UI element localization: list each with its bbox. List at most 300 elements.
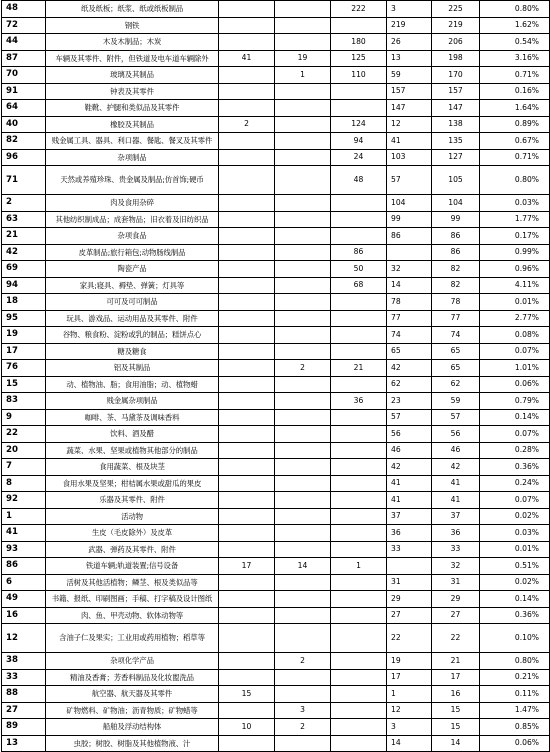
share-percent-cell: 0.36% [480, 459, 550, 476]
product-name-cell: 皮革制品;旅行箱包;动物肠线制品 [46, 244, 219, 261]
table-row [2, 50, 550, 67]
product-name-cell: 饮料、酒及醋 [46, 426, 219, 443]
value-col-4-cell [275, 244, 331, 261]
value-col-5-cell: 36 [331, 393, 387, 410]
table-row [2, 508, 550, 525]
product-name-cell: 其他纺织制成品；成套物品；旧衣着及旧纺织品 [46, 211, 219, 228]
table-row [2, 166, 550, 195]
value-col-4-cell: 2 [275, 653, 331, 670]
value-col-6-cell: 78 [387, 294, 432, 311]
value-col-6-cell: 1 [387, 686, 432, 703]
share-percent-cell: 0.99% [480, 244, 550, 261]
hs-code-cell: 9 [2, 409, 46, 426]
value-col-3-cell [219, 244, 275, 261]
product-name-cell: 书籍、报纸、印刷图画；手稿、打字稿及设计图纸 [46, 591, 219, 608]
hs-code-cell: 42 [2, 244, 46, 261]
value-col-5-cell: 124 [331, 116, 387, 133]
share-percent-cell: 2.77% [480, 310, 550, 327]
value-col-4-cell [275, 624, 331, 653]
value-col-5-cell [331, 735, 387, 752]
value-col-4-cell [275, 541, 331, 558]
hs-code-cell: 13 [2, 735, 46, 752]
value-col-5-cell [331, 211, 387, 228]
product-name-cell: 肉、鱼、甲壳动物、软体动物等 [46, 607, 219, 624]
value-col-4-cell [275, 116, 331, 133]
value-col-5-cell [331, 525, 387, 542]
hs-code-cell: 88 [2, 686, 46, 703]
value-col-3-cell [219, 459, 275, 476]
share-percent-cell: 0.89% [480, 116, 550, 133]
value-col-5-cell [331, 702, 387, 719]
table-row [2, 442, 550, 459]
hs-code-cell: 70 [2, 67, 46, 84]
total-cell: 27 [432, 607, 480, 624]
product-name-cell: 陶瓷产品 [46, 261, 219, 278]
value-col-5-cell [331, 653, 387, 670]
hs-code-cell: 33 [2, 669, 46, 686]
value-col-5-cell: 94 [331, 133, 387, 150]
value-col-6-cell: 57 [387, 409, 432, 426]
value-col-4-cell [275, 735, 331, 752]
value-col-6-cell: 3 [387, 719, 432, 736]
value-col-4-cell [275, 166, 331, 195]
hs-code-cell: 17 [2, 343, 46, 360]
table-row [2, 686, 550, 703]
product-name-cell: 谷物、粮食粉、淀粉或乳的制品；糕饼点心 [46, 327, 219, 344]
value-col-4-cell [275, 574, 331, 591]
value-col-6-cell: 26 [387, 34, 432, 51]
value-col-6-cell: 147 [387, 100, 432, 117]
table-row [2, 459, 550, 476]
value-col-4-cell [275, 149, 331, 166]
hs-code-cell: 72 [2, 17, 46, 34]
table-row [2, 116, 550, 133]
hs-code-cell: 18 [2, 294, 46, 311]
total-cell: 46 [432, 442, 480, 459]
share-percent-cell: 1.01% [480, 360, 550, 377]
total-cell: 32 [432, 558, 480, 575]
value-col-3-cell [219, 166, 275, 195]
total-cell: 219 [432, 17, 480, 34]
total-cell: 104 [432, 195, 480, 212]
value-col-5-cell: 68 [331, 277, 387, 294]
value-col-4-cell [275, 133, 331, 150]
value-col-6-cell: 23 [387, 393, 432, 410]
value-col-3-cell [219, 426, 275, 443]
value-col-5-cell: 86 [331, 244, 387, 261]
total-cell: 157 [432, 83, 480, 100]
total-cell: 86 [432, 228, 480, 245]
value-col-4-cell [275, 211, 331, 228]
value-col-3-cell [219, 100, 275, 117]
total-cell: 57 [432, 409, 480, 426]
table-row [2, 261, 550, 278]
value-col-4-cell [275, 459, 331, 476]
hs-code-cell: 22 [2, 426, 46, 443]
value-col-6-cell [387, 558, 432, 575]
value-col-4-cell [275, 228, 331, 245]
total-cell: 74 [432, 327, 480, 344]
share-percent-cell: 0.80% [480, 1, 550, 18]
value-col-3-cell [219, 475, 275, 492]
share-percent-cell: 0.17% [480, 228, 550, 245]
hs-code-cell: 93 [2, 541, 46, 558]
value-col-3-cell [219, 149, 275, 166]
table-row [2, 541, 550, 558]
value-col-5-cell: 222 [331, 1, 387, 18]
hs-code-cell: 2 [2, 195, 46, 212]
total-cell: 99 [432, 211, 480, 228]
table-row [2, 1, 550, 18]
hs-code-cell: 20 [2, 442, 46, 459]
value-col-3-cell [219, 409, 275, 426]
value-col-5-cell [331, 310, 387, 327]
total-cell: 170 [432, 67, 480, 84]
value-col-4-cell [275, 195, 331, 212]
value-col-6-cell: 29 [387, 591, 432, 608]
value-col-5-cell [331, 409, 387, 426]
value-col-5-cell [331, 17, 387, 34]
value-col-6-cell: 17 [387, 669, 432, 686]
total-cell: 86 [432, 244, 480, 261]
product-name-cell: 杂项食品 [46, 228, 219, 245]
value-col-6-cell: 56 [387, 426, 432, 443]
product-name-cell: 航空器、航天器及其零件 [46, 686, 219, 703]
value-col-4-cell [275, 343, 331, 360]
total-cell: 29 [432, 591, 480, 608]
total-cell: 206 [432, 34, 480, 51]
value-col-6-cell: 19 [387, 653, 432, 670]
value-col-5-cell [331, 442, 387, 459]
product-name-cell: 铝及其制品 [46, 360, 219, 377]
value-col-5-cell [331, 426, 387, 443]
value-col-4-cell [275, 591, 331, 608]
total-cell: 78 [432, 294, 480, 311]
table-row [2, 525, 550, 542]
hs-code-cell: 38 [2, 653, 46, 670]
table-row [2, 624, 550, 653]
product-name-cell: 虫胶；树胶、树脂及其他植物液、汁 [46, 735, 219, 752]
total-cell: 33 [432, 541, 480, 558]
value-col-6-cell: 59 [387, 67, 432, 84]
value-col-3-cell [219, 17, 275, 34]
product-name-cell: 贱金属工具、器具、利口器、餐匙、餐叉及其零件 [46, 133, 219, 150]
product-name-cell: 动、植物油、脂；食用油脂；动、植物蜡 [46, 376, 219, 393]
share-percent-cell: 0.11% [480, 686, 550, 703]
table-row [2, 343, 550, 360]
value-col-3-cell [219, 607, 275, 624]
value-col-6-cell: 37 [387, 508, 432, 525]
value-col-3-cell [219, 195, 275, 212]
product-name-cell: 蔬菜、水果、坚果或植物其他部分的制品 [46, 442, 219, 459]
table-row [2, 492, 550, 509]
value-col-6-cell: 3 [387, 1, 432, 18]
total-cell: 17 [432, 669, 480, 686]
value-col-6-cell: 104 [387, 195, 432, 212]
value-col-5-cell [331, 327, 387, 344]
hs-code-cell: 92 [2, 492, 46, 509]
value-col-6-cell: 27 [387, 607, 432, 624]
value-col-4-cell [275, 508, 331, 525]
value-col-4-cell [275, 669, 331, 686]
value-col-3-cell [219, 442, 275, 459]
hs-code-cell: 89 [2, 719, 46, 736]
share-percent-cell: 0.71% [480, 149, 550, 166]
hs-code-cell: 76 [2, 360, 46, 377]
total-cell: 59 [432, 393, 480, 410]
hs-code-cell: 83 [2, 393, 46, 410]
total-cell: 14 [432, 735, 480, 752]
value-col-5-cell [331, 195, 387, 212]
share-percent-cell: 0.14% [480, 591, 550, 608]
value-col-4-cell [275, 426, 331, 443]
value-col-3-cell [219, 735, 275, 752]
value-col-4-cell: 3 [275, 702, 331, 719]
value-col-5-cell [331, 376, 387, 393]
hs-code-cell: 91 [2, 83, 46, 100]
value-col-4-cell [275, 34, 331, 51]
share-percent-cell: 0.80% [480, 166, 550, 195]
value-col-5-cell [331, 591, 387, 608]
table-body [2, 1, 550, 752]
value-col-5-cell: 50 [331, 261, 387, 278]
value-col-6-cell [387, 244, 432, 261]
value-col-6-cell: 77 [387, 310, 432, 327]
value-col-4-cell [275, 17, 331, 34]
table-row [2, 228, 550, 245]
share-percent-cell: 0.71% [480, 67, 550, 84]
total-cell: 15 [432, 719, 480, 736]
total-cell: 15 [432, 702, 480, 719]
value-col-6-cell: 13 [387, 50, 432, 67]
value-col-6-cell: 103 [387, 149, 432, 166]
value-col-6-cell: 41 [387, 492, 432, 509]
share-percent-cell: 3.16% [480, 50, 550, 67]
value-col-3-cell [219, 376, 275, 393]
value-col-5-cell [331, 508, 387, 525]
value-col-4-cell: 2 [275, 719, 331, 736]
value-col-3-cell [219, 327, 275, 344]
value-col-6-cell: 99 [387, 211, 432, 228]
hs-code-cell: 7 [2, 459, 46, 476]
value-col-4-cell [275, 294, 331, 311]
value-col-5-cell [331, 492, 387, 509]
value-col-6-cell: 57 [387, 166, 432, 195]
hs-code-cell: 63 [2, 211, 46, 228]
product-name-cell: 鞋靴、护腿和类似品及其零件 [46, 100, 219, 117]
value-col-3-cell: 10 [219, 719, 275, 736]
value-col-6-cell: 41 [387, 475, 432, 492]
value-col-4-cell [275, 310, 331, 327]
table-row [2, 277, 550, 294]
table-row [2, 211, 550, 228]
product-name-cell: 生皮（毛皮除外）及皮革 [46, 525, 219, 542]
hs-code-cell: 82 [2, 133, 46, 150]
value-col-4-cell [275, 83, 331, 100]
share-percent-cell: 0.79% [480, 393, 550, 410]
product-name-cell: 杂项制品 [46, 149, 219, 166]
product-name-cell: 玩具、游戏品、运动用品及其零件、附件 [46, 310, 219, 327]
table-row [2, 244, 550, 261]
value-col-5-cell [331, 607, 387, 624]
value-col-5-cell [331, 83, 387, 100]
product-name-cell: 乐器及其零件、附件 [46, 492, 219, 509]
value-col-4-cell [275, 327, 331, 344]
product-name-cell: 钟表及其零件 [46, 83, 219, 100]
product-name-cell: 含油子仁及果实；工业用或药用植物；稻草等 [46, 624, 219, 653]
product-name-cell: 糖及糖食 [46, 343, 219, 360]
value-col-3-cell [219, 310, 275, 327]
product-name-cell: 肉及食用杂碎 [46, 195, 219, 212]
value-col-4-cell [275, 393, 331, 410]
product-name-cell: 活动物 [46, 508, 219, 525]
share-percent-cell: 1.47% [480, 702, 550, 719]
total-cell: 56 [432, 426, 480, 443]
value-col-3-cell [219, 228, 275, 245]
value-col-3-cell: 17 [219, 558, 275, 575]
value-col-4-cell [275, 261, 331, 278]
total-cell: 16 [432, 686, 480, 703]
value-col-5-cell: 110 [331, 67, 387, 84]
table-row [2, 83, 550, 100]
value-col-3-cell [219, 133, 275, 150]
product-name-cell: 铁道车辆;轨道装置;信号设备 [46, 558, 219, 575]
hs-code-cell: 49 [2, 591, 46, 608]
total-cell: 147 [432, 100, 480, 117]
table-row [2, 195, 550, 212]
table-row [2, 475, 550, 492]
value-col-6-cell: 14 [387, 277, 432, 294]
value-col-3-cell [219, 541, 275, 558]
share-percent-cell: 0.54% [480, 34, 550, 51]
value-col-3-cell [219, 277, 275, 294]
hs-code-cell: 21 [2, 228, 46, 245]
share-percent-cell: 0.08% [480, 327, 550, 344]
value-col-3-cell [219, 393, 275, 410]
value-col-3-cell [219, 624, 275, 653]
table-row [2, 34, 550, 51]
value-col-5-cell [331, 228, 387, 245]
value-col-5-cell: 180 [331, 34, 387, 51]
share-percent-cell: 0.06% [480, 376, 550, 393]
product-name-cell: 咖啡、茶、马黛茶及调味香料 [46, 409, 219, 426]
hs-code-cell: 8 [2, 475, 46, 492]
value-col-3-cell [219, 574, 275, 591]
value-col-3-cell [219, 492, 275, 509]
total-cell: 62 [432, 376, 480, 393]
product-name-cell: 可可及可可制品 [46, 294, 219, 311]
value-col-6-cell: 65 [387, 343, 432, 360]
table-row [2, 607, 550, 624]
hs-code-cell: 19 [2, 327, 46, 344]
value-col-6-cell: 42 [387, 459, 432, 476]
table-row [2, 735, 550, 752]
product-name-cell: 纸及纸板；纸浆、纸或纸板制品 [46, 1, 219, 18]
value-col-3-cell [219, 591, 275, 608]
total-cell: 22 [432, 624, 480, 653]
value-col-4-cell [275, 409, 331, 426]
value-col-6-cell: 36 [387, 525, 432, 542]
value-col-5-cell [331, 459, 387, 476]
hs-code-cell: 64 [2, 100, 46, 117]
value-col-3-cell [219, 360, 275, 377]
value-col-3-cell: 41 [219, 50, 275, 67]
hs-code-cell: 95 [2, 310, 46, 327]
table-row [2, 653, 550, 670]
value-col-6-cell: 46 [387, 442, 432, 459]
share-percent-cell: 0.01% [480, 541, 550, 558]
table-row [2, 669, 550, 686]
product-name-cell: 木及木制品；木炭 [46, 34, 219, 51]
value-col-4-cell [275, 376, 331, 393]
share-percent-cell: 0.06% [480, 735, 550, 752]
hs-code-cell: 87 [2, 50, 46, 67]
value-col-3-cell [219, 83, 275, 100]
value-col-3-cell [219, 67, 275, 84]
hs-code-cell: 86 [2, 558, 46, 575]
hs-code-cell: 6 [2, 574, 46, 591]
hs-code-cell: 15 [2, 376, 46, 393]
value-col-6-cell: 42 [387, 360, 432, 377]
value-col-6-cell: 12 [387, 116, 432, 133]
table-row [2, 574, 550, 591]
hs-code-cell: 96 [2, 149, 46, 166]
share-percent-cell: 0.51% [480, 558, 550, 575]
product-name-cell: 精油及香膏；芳香料制品及化妆盥洗品 [46, 669, 219, 686]
table-row [2, 376, 550, 393]
value-col-3-cell [219, 294, 275, 311]
value-col-3-cell [219, 702, 275, 719]
share-percent-cell: 0.80% [480, 653, 550, 670]
value-col-3-cell [219, 343, 275, 360]
share-percent-cell: 0.02% [480, 574, 550, 591]
table-row [2, 409, 550, 426]
value-col-5-cell [331, 100, 387, 117]
total-cell: 36 [432, 525, 480, 542]
hs-code-cell: 94 [2, 277, 46, 294]
value-col-4-cell: 19 [275, 50, 331, 67]
value-col-4-cell [275, 277, 331, 294]
hs-code-cell: 12 [2, 624, 46, 653]
value-col-6-cell: 12 [387, 702, 432, 719]
hs-code-cell: 16 [2, 607, 46, 624]
product-name-cell: 船舶及浮动结构体 [46, 719, 219, 736]
value-col-4-cell: 2 [275, 360, 331, 377]
value-col-5-cell [331, 541, 387, 558]
trade-table [1, 0, 550, 752]
value-col-5-cell: 125 [331, 50, 387, 67]
value-col-5-cell [331, 343, 387, 360]
product-name-cell: 玻璃及其制品 [46, 67, 219, 84]
share-percent-cell: 1.62% [480, 17, 550, 34]
table-row [2, 360, 550, 377]
share-percent-cell: 0.07% [480, 343, 550, 360]
value-col-5-cell: 21 [331, 360, 387, 377]
value-col-6-cell: 33 [387, 541, 432, 558]
product-name-cell: 矿物燃料、矿物油；沥青物质；矿物蜡等 [46, 702, 219, 719]
value-col-4-cell [275, 1, 331, 18]
table-row [2, 310, 550, 327]
value-col-6-cell: 74 [387, 327, 432, 344]
share-percent-cell: 0.07% [480, 426, 550, 443]
value-col-5-cell: 1 [331, 558, 387, 575]
hs-code-cell: 48 [2, 1, 46, 18]
share-percent-cell: 1.77% [480, 211, 550, 228]
share-percent-cell: 0.24% [480, 475, 550, 492]
value-col-4-cell [275, 442, 331, 459]
table-row [2, 67, 550, 84]
total-cell: 138 [432, 116, 480, 133]
